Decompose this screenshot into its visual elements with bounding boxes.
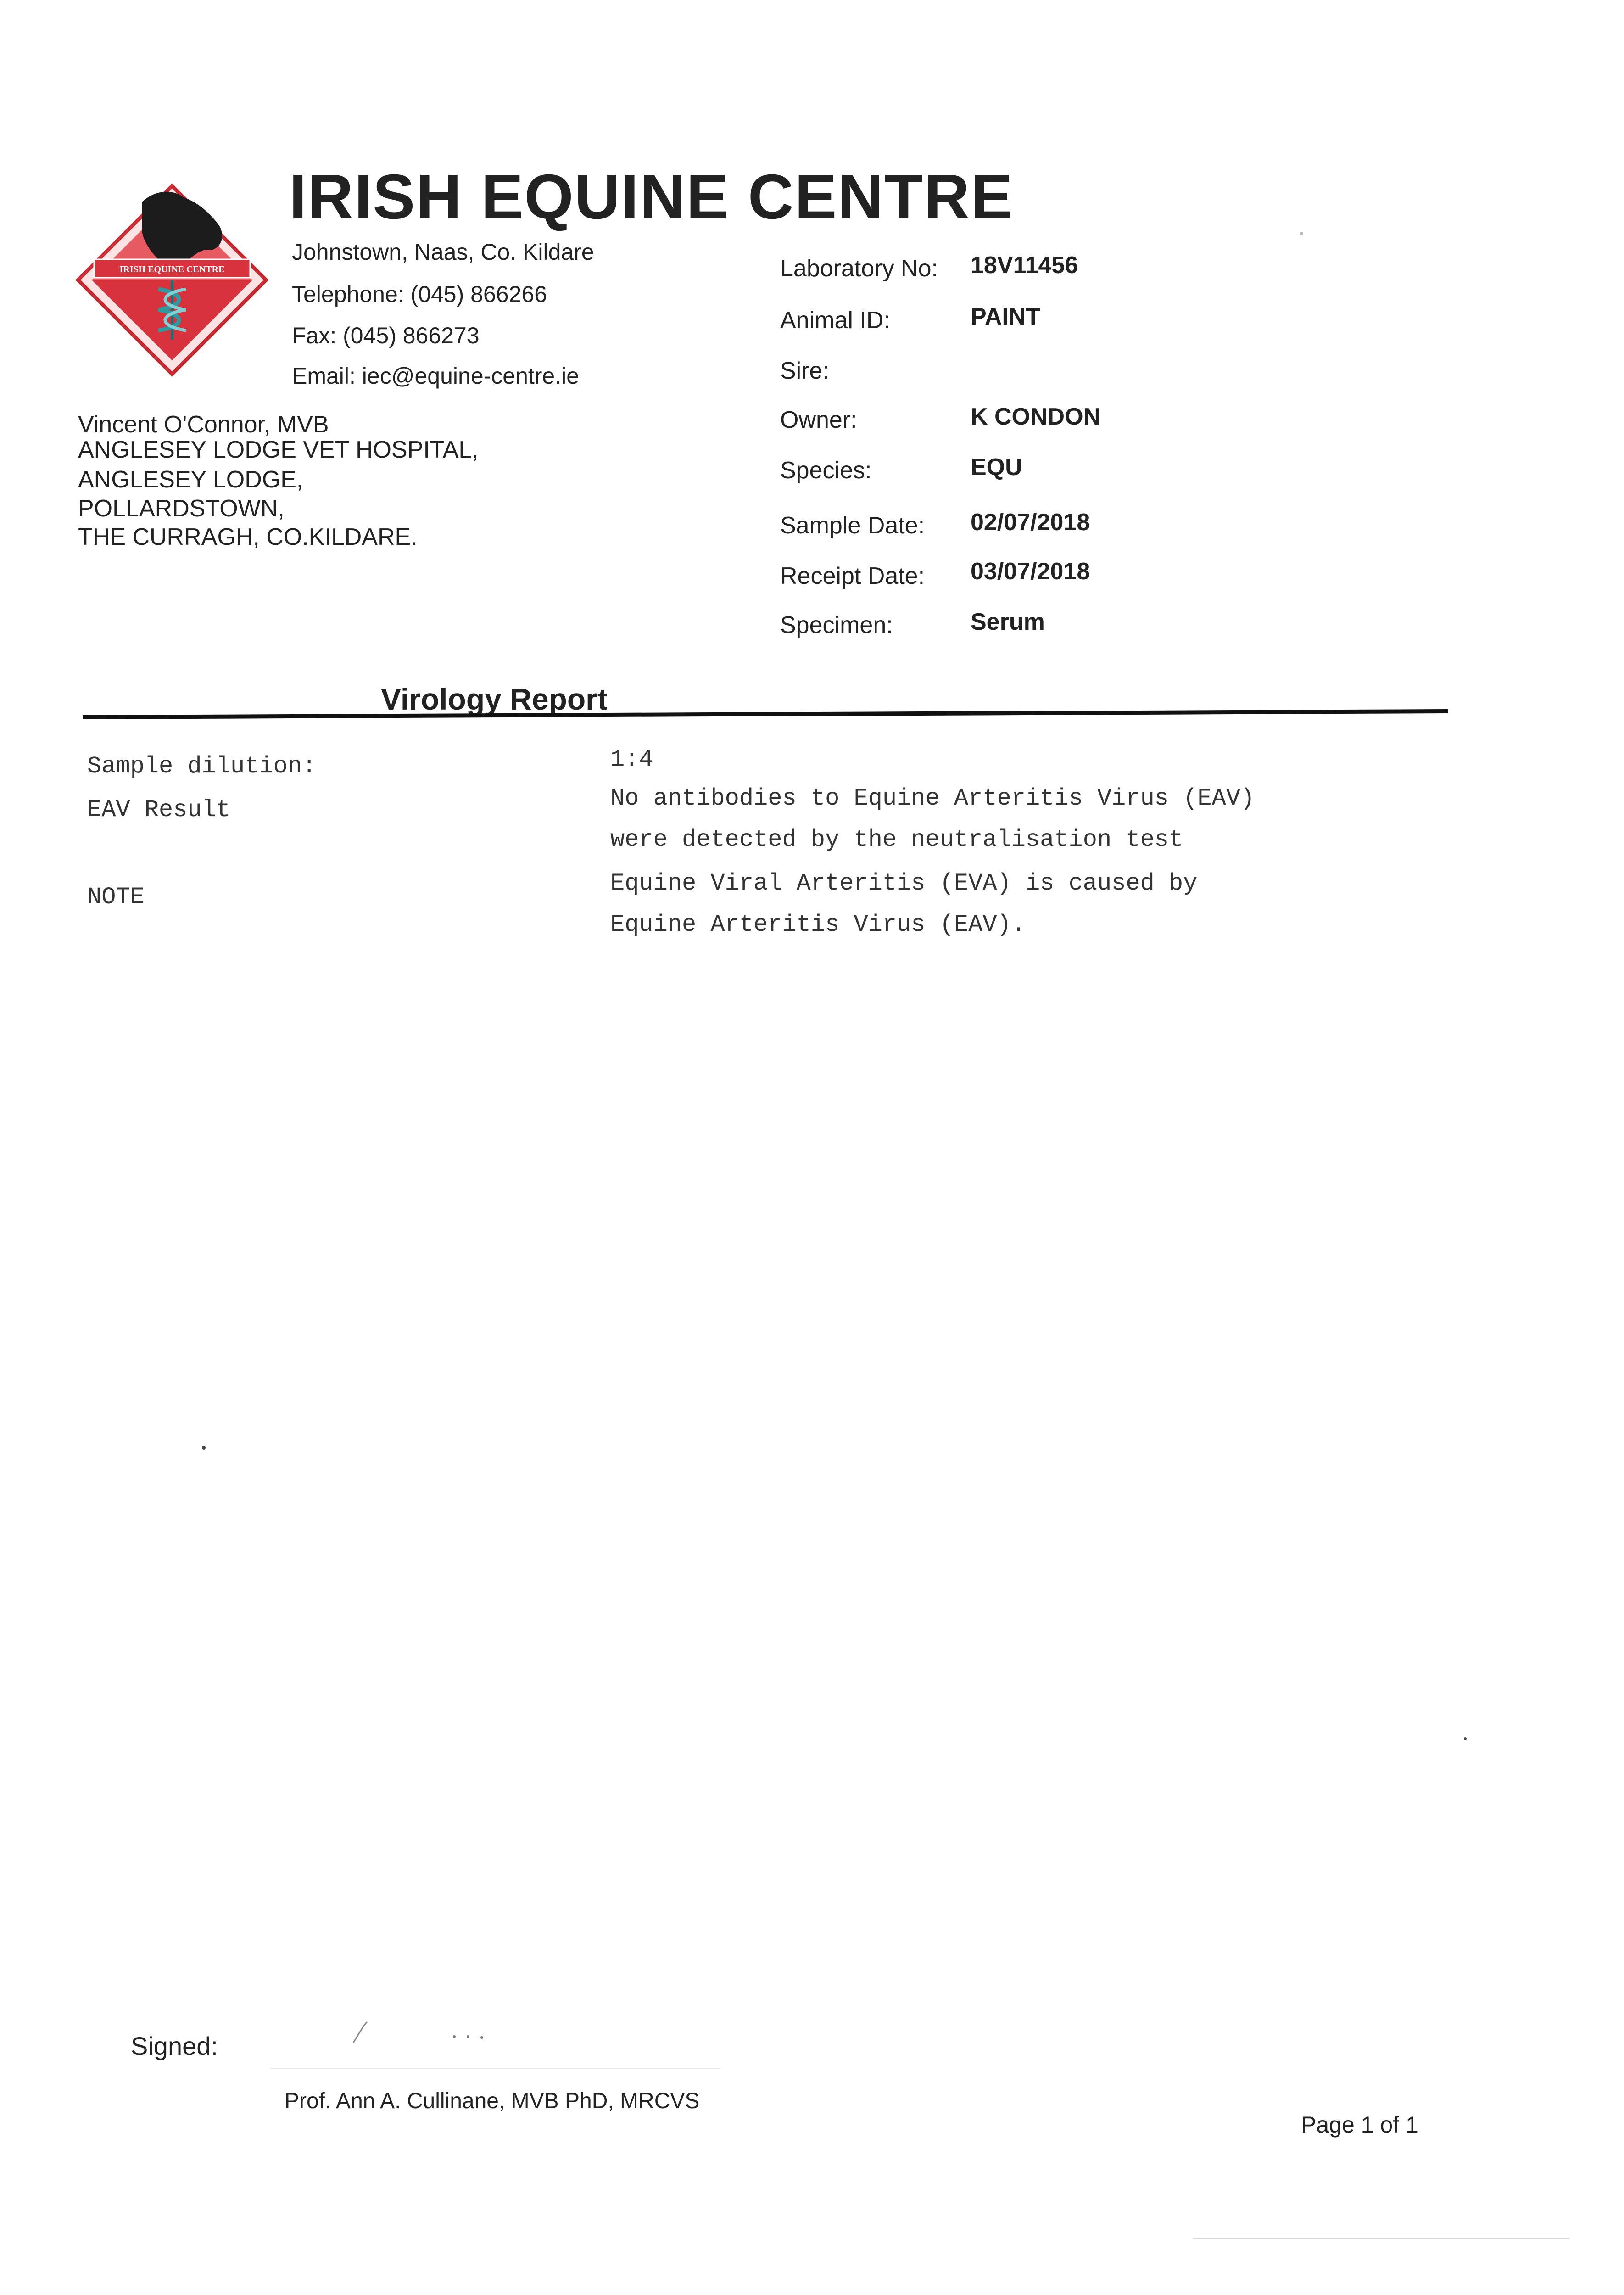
eav-result-label: EAV Result <box>87 796 231 823</box>
org-telephone: Telephone: (045) 866266 <box>292 281 547 307</box>
sample-dilution-label: Sample dilution: <box>87 753 317 780</box>
note-line: Equine Viral Arteritis (EVA) is caused by <box>610 870 1198 897</box>
org-address: Johnstown, Naas, Co. Kildare <box>292 239 594 265</box>
scan-speck <box>1464 1737 1467 1740</box>
animal-id-label: Animal ID: <box>780 307 890 334</box>
scan-speck <box>202 1446 206 1450</box>
recipient-line: POLLARDSTOWN, <box>78 495 285 522</box>
eav-result-line: No antibodies to Equine Arteritis Virus (EAV) <box>610 785 1255 812</box>
animal-id-value: PAINT <box>971 303 1041 330</box>
owner-value: K CONDON <box>971 403 1101 430</box>
section-divider <box>83 709 1448 719</box>
note-line: Equine Arteritis Virus (EAV). <box>610 911 1026 938</box>
signature-line <box>271 2068 720 2069</box>
scan-edge-line <box>1193 2238 1569 2239</box>
sire-label: Sire: <box>780 358 829 384</box>
irish-equine-centre-logo <box>73 181 271 379</box>
logo-text: IRISH EQUINE CENTRE <box>119 264 225 274</box>
owner-label: Owner: <box>780 407 857 433</box>
recipient-line: ANGLESEY LODGE VET HOSPITAL, <box>78 437 479 463</box>
specimen-value: Serum <box>971 609 1045 635</box>
recipient-line: Vincent O'Connor, MVB <box>78 411 329 438</box>
note-label: NOTE <box>87 884 145 911</box>
specimen-label: Specimen: <box>780 612 893 638</box>
species-value: EQU <box>971 454 1022 481</box>
signer-name: Prof. Ann A. Cullinane, MVB PhD, MRCVS <box>285 2089 700 2113</box>
report-title: Virology Report <box>381 682 608 716</box>
recipient-line: ANGLESEY LODGE, <box>78 466 303 493</box>
org-name: IRISH EQUINE CENTRE <box>289 162 1014 232</box>
laboratory-no-value: 18V11456 <box>971 252 1078 279</box>
caduceus-icon <box>158 280 186 340</box>
sample-dilution-value: 1:4 <box>610 746 653 773</box>
sample-date-value: 02/07/2018 <box>971 509 1090 536</box>
org-email[interactable]: Email: iec@equine-centre.ie <box>292 363 580 389</box>
species-label: Species: <box>780 457 872 484</box>
signature-mark <box>349 2017 541 2049</box>
org-fax: Fax: (045) 866273 <box>292 323 480 348</box>
laboratory-no-label: Laboratory No: <box>780 255 938 282</box>
signed-label: Signed: <box>131 2032 218 2060</box>
sample-date-label: Sample Date: <box>780 512 925 539</box>
eav-result-line: were detected by the neutralisation test <box>610 826 1183 853</box>
recipient-line: THE CURRAGH, CO.KILDARE. <box>78 524 418 550</box>
receipt-date-label: Receipt Date: <box>780 563 925 589</box>
page-number: Page 1 of 1 <box>1301 2112 1418 2138</box>
receipt-date-value: 03/07/2018 <box>971 558 1090 585</box>
scan-speck <box>1300 232 1303 235</box>
